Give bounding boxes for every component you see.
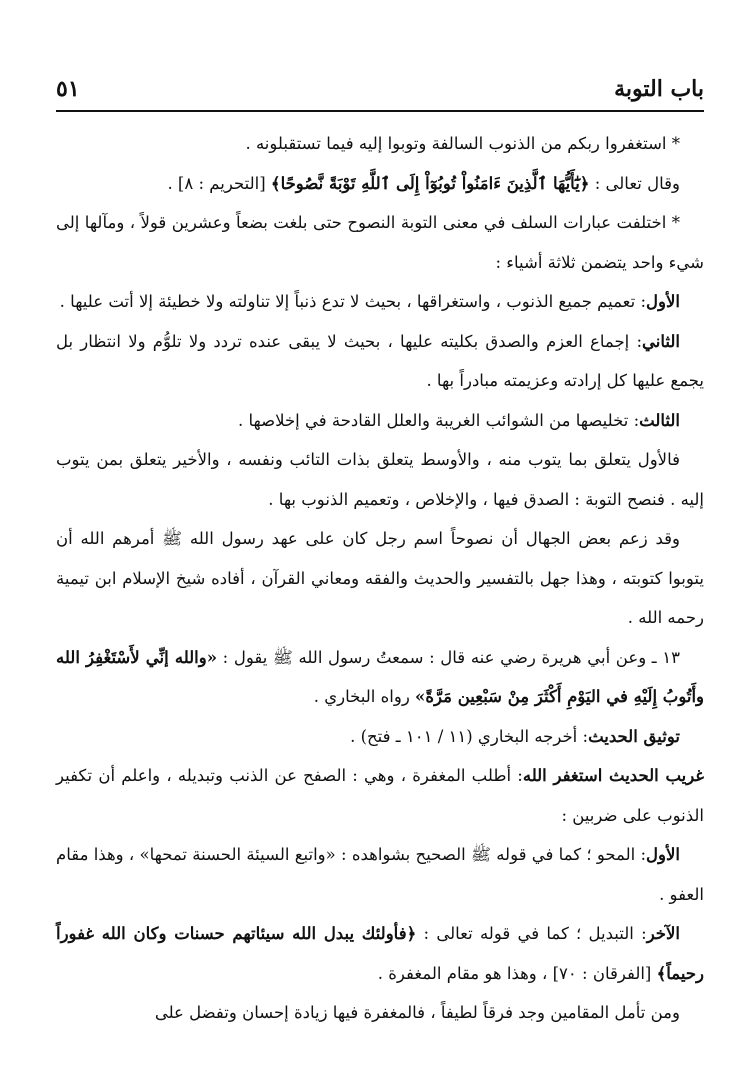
point-text-third: : تخليصها من الشوائب الغريبة والعلل القادحة في إخلاصها . [237,410,640,430]
point-text-first: : تعميم جميع الذنوب ، واستغراقها ، بحيث لا تدع ذنباً إلا تناولته ولا خطيئة إلا أتت عليها . [59,292,647,311]
paragraph-4 [56,282,704,322]
point-label-second: الثاني [642,331,680,351]
kind-reference-second: [الفرقان : ٧٠] ، وهذا هو مقام المغفرة . [377,963,657,983]
paragraph-10 [56,717,704,757]
vocabulary-label: غريب الحديث [609,766,704,785]
quran-verse-furqan: ﴿فأولئك يبدل الله سيئاتهم حسنات وكان الله غفوراً رحيماً﴾ [56,924,704,983]
page-number: ٥١ [56,76,80,102]
kind-label-second: الآخر [646,924,680,943]
page-header [56,70,704,112]
book-page [56,70,704,1033]
paragraph-9 [56,638,704,717]
page-body [56,124,704,1033]
hadith-source: رواه البخاري . [313,687,416,706]
documentation-label: توثيق الحديث [588,726,680,746]
kind-intro-second: : التبديل ؛ كما في قوله تعالى : [416,924,647,943]
point-text-second: : إجماع العزم والصدق بكليته عليها ، بحيث لا يبقى عنده تردد ولا تلوُّم ولا انتظار بل يجمع عليها كل إرادته وعزيمته مبادراً بها . [56,331,704,390]
paragraph-1: * استغفروا ربكم من الذنوب السالفة وتوبوا إليه فيما تستقبلونه . [245,134,680,153]
vocabulary-term: استغفر الله [522,766,610,785]
chapter-title: باب التوبة [614,76,704,102]
paragraph-3: * اختلفت عبارات السلف في معنى التوبة النصوح حتى بلغت بضعاً وعشرين قولاً ، ومآلها إلى شيء واحد يتضمن ثلاثة أشياء : [56,213,704,272]
paragraph-8: وقد زعم بعض الجهال أن نصوحاً اسم رجل كان على عهد رسول الله ﷺ أمرهم الله أن يتوبوا كتوبته ، وهذا جهل بالتفسير والحديث والفقه ومعاني القرآن ، أفاده شيخ الإسلام ابن تيمية رحمه الله . [56,529,704,627]
point-label-first: الأول [646,292,680,311]
paragraph-2 [56,164,704,204]
paragraph-5 [56,322,704,401]
paragraph-7: فالأول يتعلق بما يتوب منه ، والأوسط يتعلق بذات التائب ونفسه ، والأخير يتعلق بمن يتوب إليه . فنصح التوبة : الصدق فيها ، والإخلاص ، وتعميم الذنوب بها . [56,450,704,509]
paragraph-6 [56,401,704,441]
kind-label-first: الأول [646,845,680,864]
hadith-intro: ١٣ ـ وعن أبي هريرة رضي عنه قال : سمعتُ رسول الله ﷺ يقول : [217,647,680,667]
paragraph-2-intro: وقال تعالى : [589,173,680,193]
documentation-text: : أخرجه البخاري (١١ / ١٠١ ـ فتح) . [350,726,589,746]
verse-reference: [التحريم : ٨] . [167,173,271,193]
paragraph-11 [56,756,704,835]
vocabulary-text: : أطلب المغفرة ، وهي : الصفح عن الذنب وتبديله ، واعلم أن تكفير الذنوب على ضربين : [56,766,704,825]
paragraph-12 [56,835,704,914]
paragraph-14: ومن تأمل المقامين وجد فرقاً لطيفاً ، فالمغفرة فيها زيادة إحسان وتفضل على [154,1003,680,1022]
quran-verse: ﴿يَٰٓأَيُّهَا ٱلَّذِينَ ءَامَنُواْ تُوبُوٓاْ إِلَى ٱللَّهِ تَوْبَةً نَّصُوحًا﴾ [270,173,590,193]
kind-text-first: : المحو ؛ كما في قوله ﷺ الصحيح بشواهده : «واتبع السيئة الحسنة تمحها» ، وهذا مقام العفو . [56,845,704,904]
paragraph-13 [56,914,704,993]
point-label-third: الثالث [639,410,680,430]
hadith-text: «والله إنِّي لأَسْتَغْفِرُ الله وأَتُوبُ إِلَيْهِ في اليَوْمِ أَكْثَرَ مِنْ سَبْعِين مَرَّةً» [56,647,704,706]
